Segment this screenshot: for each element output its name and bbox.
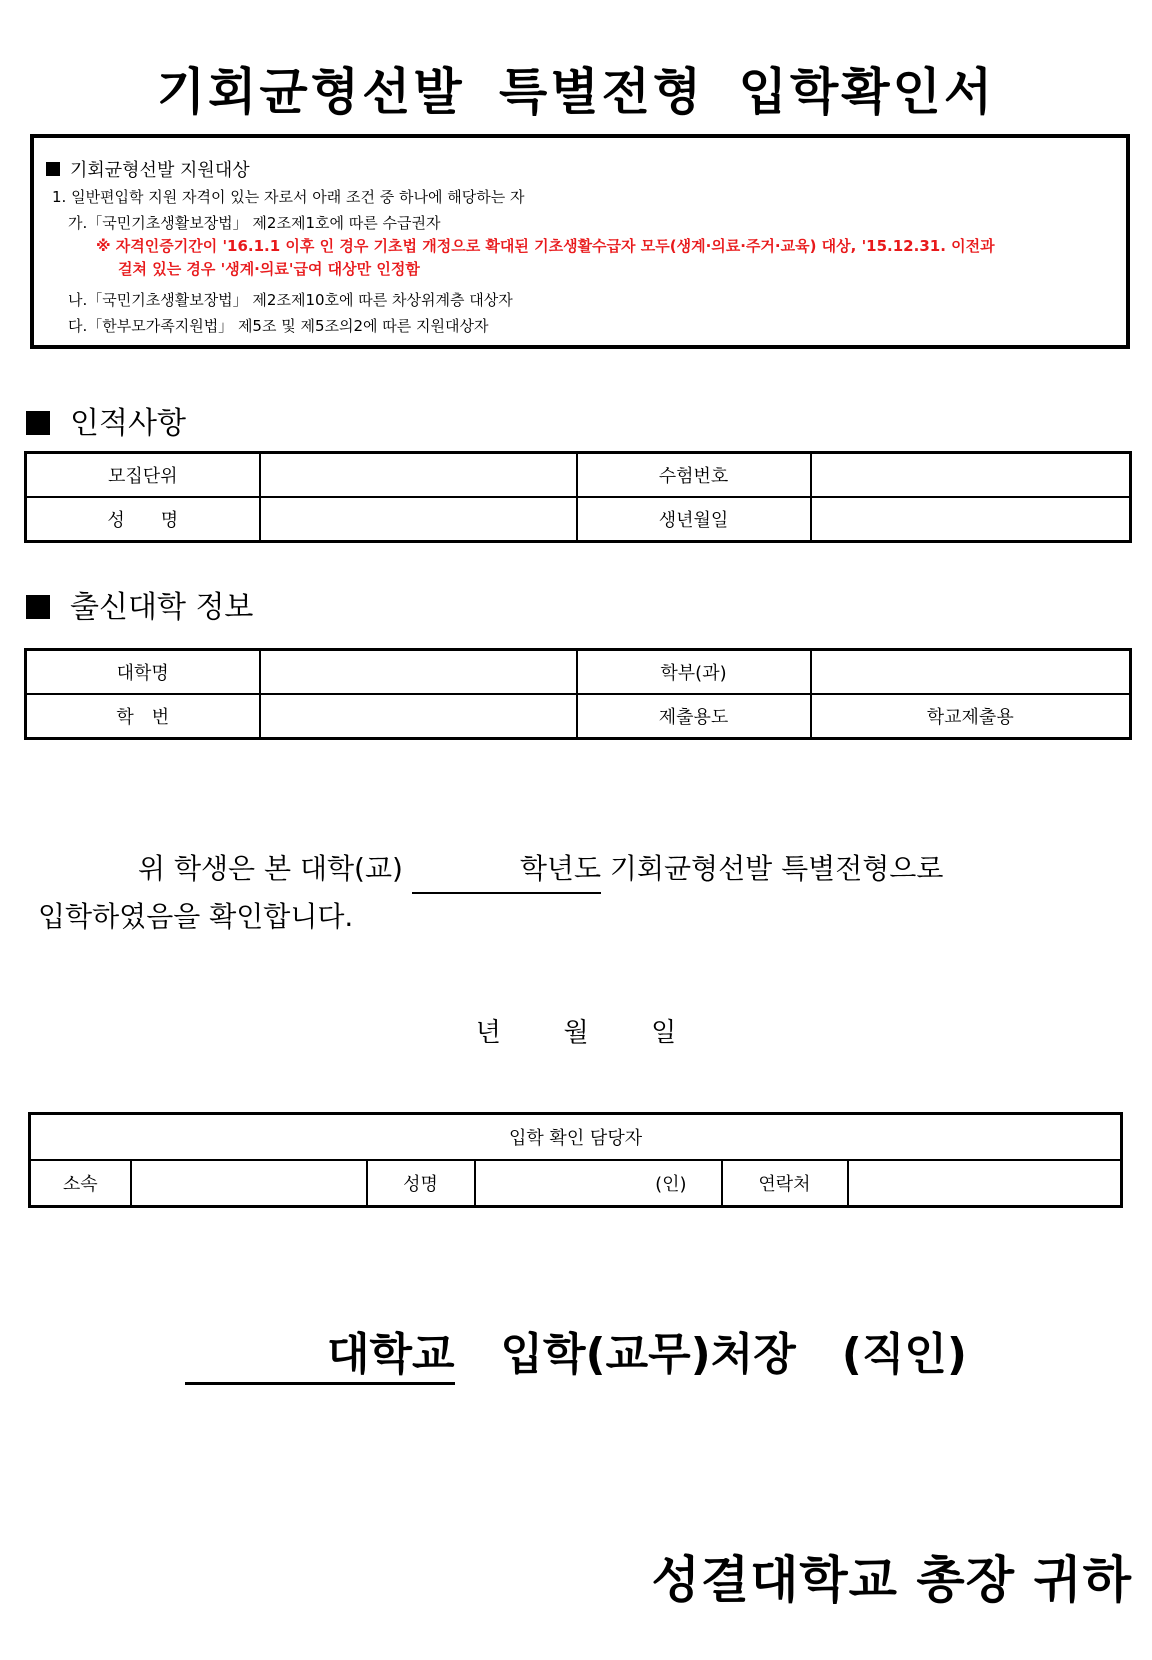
eligibility-box [30,134,1130,349]
exam-number-label: 수험번호 [577,453,811,498]
personal-heading-text: 인적사항 [70,406,186,441]
page-title: 기회균형선발 특별전형 입학확인서 [156,63,996,121]
unit-label: 모집단위 [26,453,260,498]
admission-year-field[interactable] [412,846,601,894]
personal-info-table [24,451,1132,543]
university-label: 대학명 [26,650,260,695]
birth-label: 생년월일 [577,497,811,542]
personal-section-heading [26,398,186,442]
contact-label: 연락처 [722,1160,848,1207]
name-label: 성 명 [26,497,260,542]
date-day: 일 [651,1018,677,1048]
eligibility-item-ga: 가.「국민기초생활보장법」 제2조제1호에 따른 수급권자 [68,214,441,232]
university-field[interactable] [260,650,577,695]
eligibility-item-da: 다.「한부모가족지원법」 제5조 및 제5조의2에 따른 지원대상자 [68,317,489,335]
eligibility-note-line2: 걸쳐 있는 경우 '생계·의료'급여 대상만 인정함 [118,260,420,278]
confirmation-statement [38,846,1118,940]
date-month: 월 [563,1018,589,1048]
department-field[interactable] [811,650,1131,695]
unit-field[interactable] [260,453,577,498]
signature-seal: (직인) [841,1329,967,1380]
name-field[interactable] [260,497,577,542]
staff-table-title: 입학 확인 담당자 [30,1114,1122,1161]
staff-name-label: 성명 [367,1160,475,1207]
affiliation-label: 소속 [30,1160,131,1207]
staff-seal: (인) [655,1174,687,1195]
purpose-label: 제출용도 [577,694,811,739]
affiliation-field[interactable] [131,1160,367,1207]
school-heading-text: 출신대학 정보 [70,590,254,625]
eligibility-item-1: 1. 일반편입학 지원 자격이 있는 자로서 아래 조건 중 하나에 해당하는 자 [52,188,525,206]
confirmation-part3: 입학하였음을 확인합니다. [38,900,354,933]
date-line [0,1012,1152,1049]
purpose-value: 학교제출용 [811,694,1131,739]
department-label: 학부(과) [577,650,811,695]
addressee: 성결대학교 총장 귀하 [651,1551,1132,1609]
eligibility-note-line1: ※ 자격인증기간이 '16.1.1 이후 인 경우 기초법 개정으로 확대된 기초생활수급자 모두(생계·의료·주거·교육) 대상, '15.12.31. 이전과 [96,237,995,255]
birth-field[interactable] [811,497,1131,542]
eligibility-heading [46,156,250,182]
school-info-table [24,648,1132,740]
confirmation-part2: 기회균형선발 특별전형으로 [609,852,944,885]
square-bullet-icon [46,162,60,176]
contact-field[interactable] [848,1160,1122,1207]
staff-confirmation-table [28,1112,1123,1208]
square-bullet-icon [26,595,50,619]
eligibility-item-na: 나.「국민기초생활보장법」 제2조제10호에 따른 차상위계층 대상자 [68,291,513,309]
university-name-field[interactable] [185,1318,455,1385]
signature-office: 입학(교무)처장 [500,1329,796,1380]
confirmation-part1: 위 학생은 본 대학(교) [138,852,403,885]
dean-signature [185,1318,967,1385]
signature-university: 대학교 [327,1329,455,1380]
year-suffix: 학년도 [519,852,601,885]
eligibility-heading-text: 기회균형선발 지원대상 [70,160,250,181]
date-year: 년 [475,1018,501,1048]
school-section-heading [26,582,253,626]
student-number-label: 학 번 [26,694,260,739]
exam-number-field[interactable] [811,453,1131,498]
staff-name-field[interactable] [475,1160,722,1207]
student-number-field[interactable] [260,694,577,739]
square-bullet-icon [26,411,50,435]
